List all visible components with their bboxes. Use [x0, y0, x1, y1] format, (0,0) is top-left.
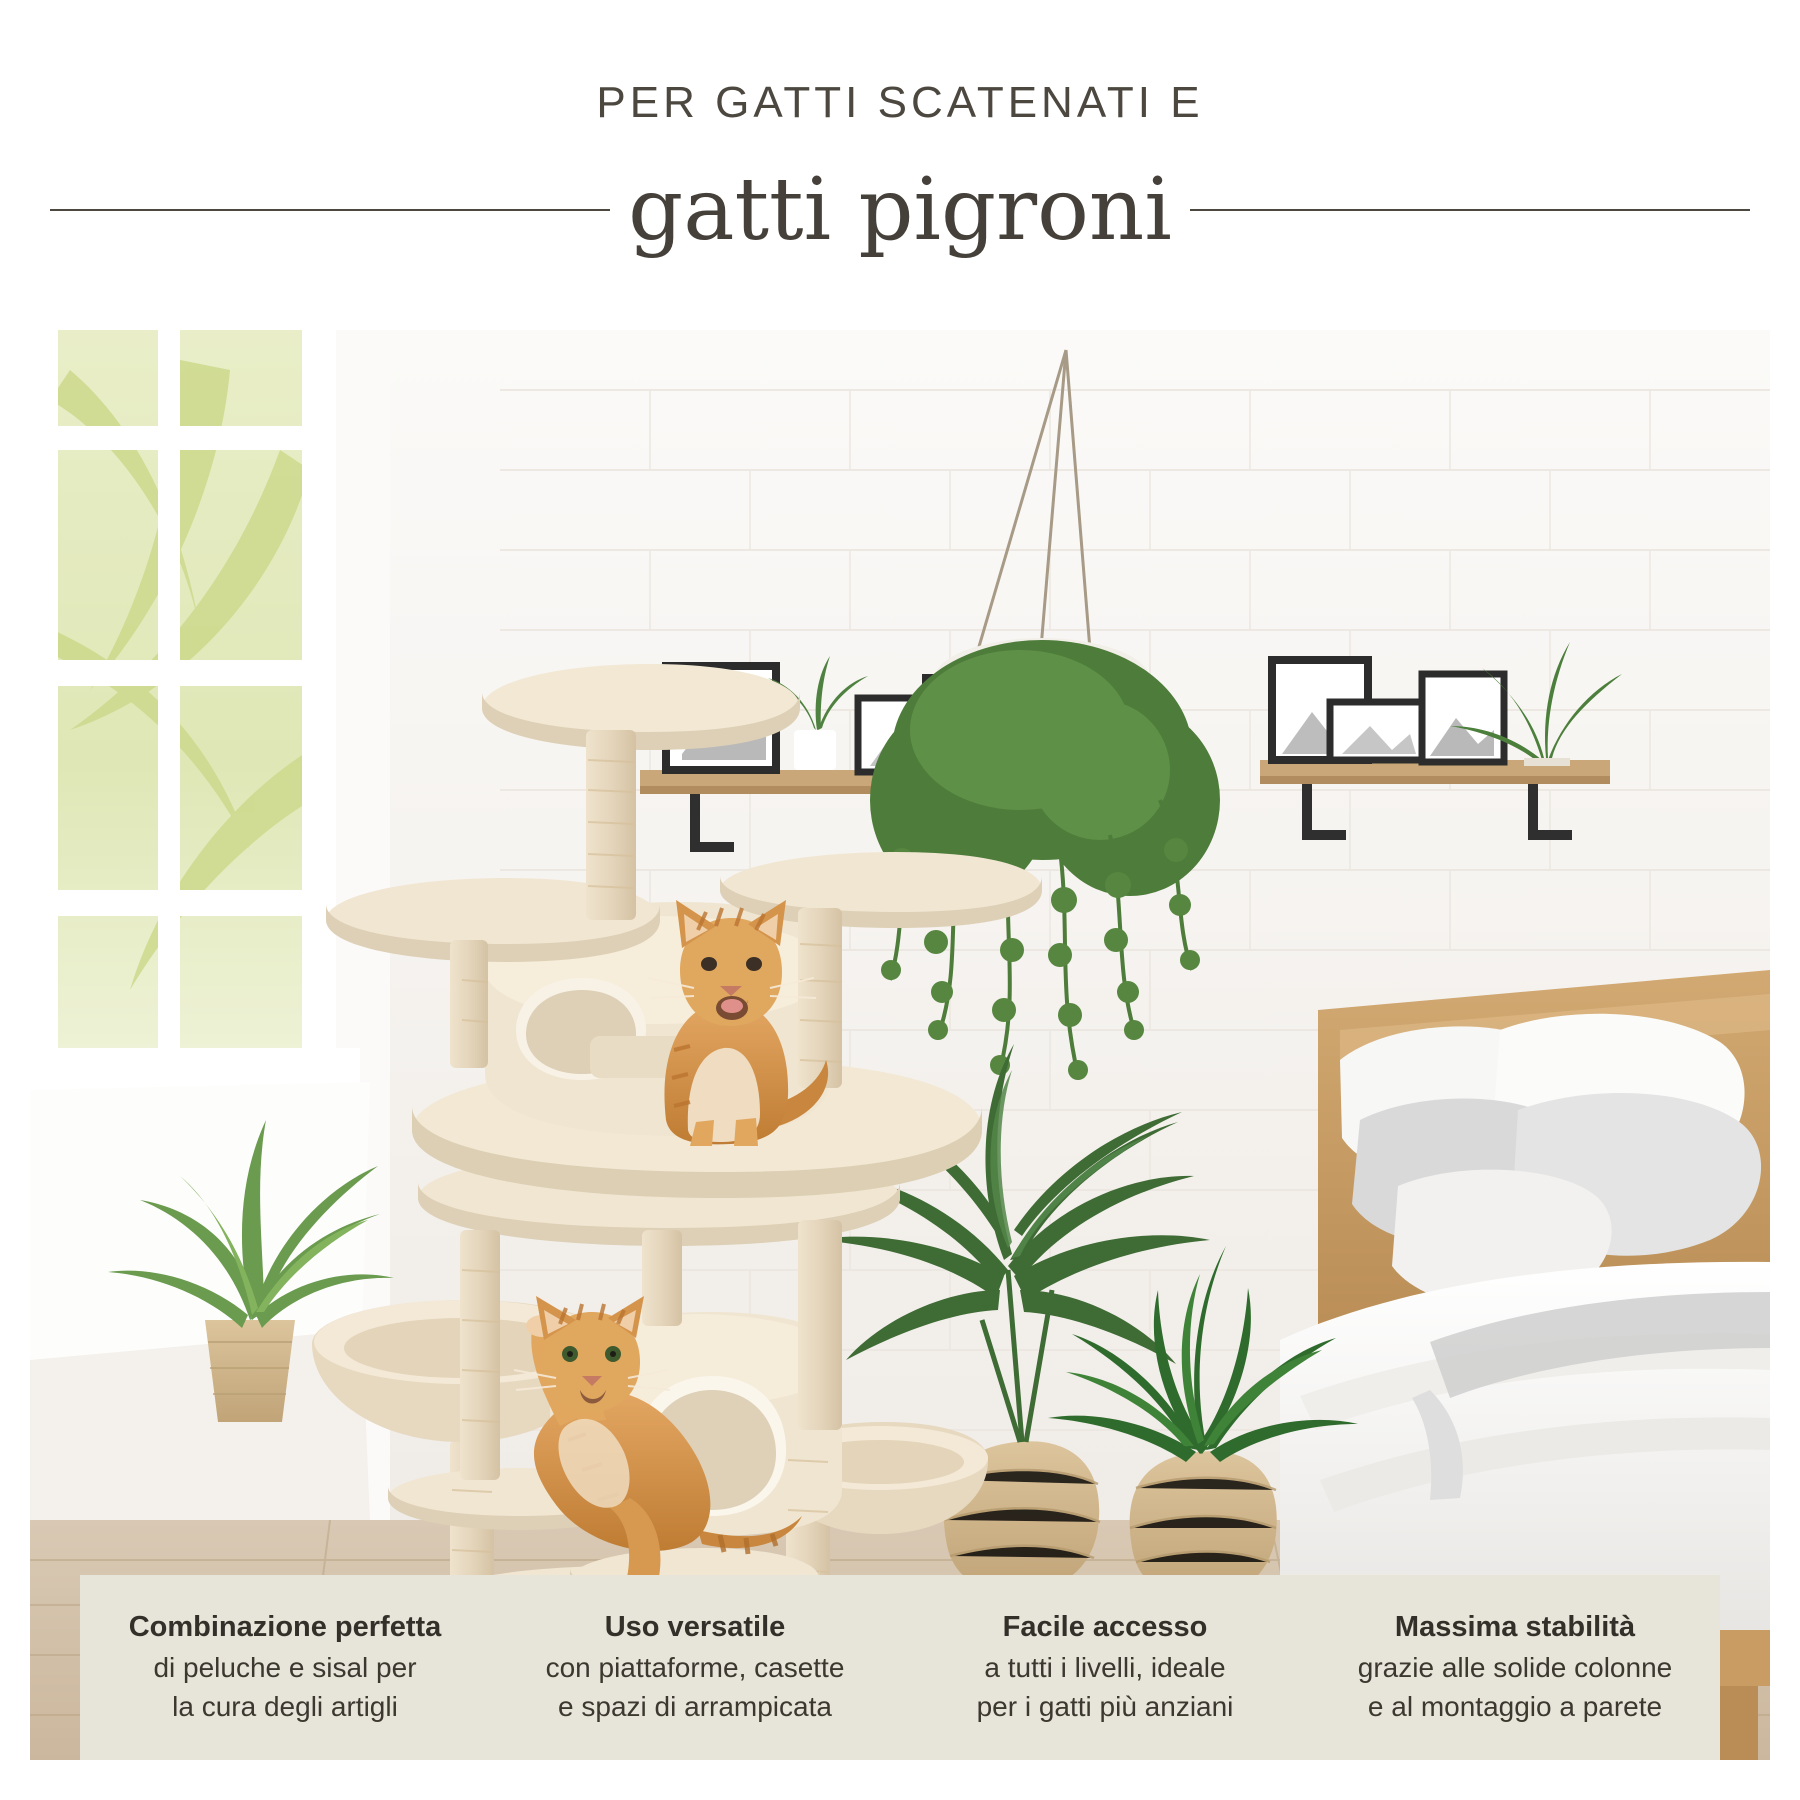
feature-line: e spazi di arrampicata	[558, 1691, 832, 1723]
divider-right	[1190, 209, 1750, 211]
page-kicker: PER GATTI SCATENATI E	[596, 78, 1204, 127]
product-lifestyle-photo	[30, 330, 1770, 1760]
feature-item	[490, 1608, 900, 1726]
feature-title: Facile accesso	[1002, 1611, 1208, 1644]
feature-item	[80, 1608, 490, 1726]
feature-line: grazie alle solide colonne	[1357, 1652, 1673, 1684]
feature-line: con piattaforme, casette	[545, 1652, 845, 1684]
feature-item	[900, 1608, 1310, 1726]
scene-illustration	[30, 330, 1770, 1760]
feature-line: di peluche e sisal per	[153, 1652, 417, 1684]
header	[0, 0, 1800, 330]
feature-title: Uso versatile	[604, 1611, 786, 1644]
feature-line: e al montaggio a parete	[1367, 1691, 1663, 1723]
page-title: gatti pigroni	[628, 160, 1172, 260]
feature-line: per i gatti più anziani	[976, 1691, 1234, 1723]
feature-title: Combinazione perfetta	[128, 1611, 442, 1644]
feature-title: Massima stabilità	[1394, 1611, 1636, 1644]
feature-line: a tutti i livelli, ideale	[984, 1652, 1226, 1684]
feature-bar	[80, 1575, 1720, 1760]
feature-line: la cura degli artigli	[172, 1691, 398, 1723]
divider-left	[50, 209, 610, 211]
feature-item	[1310, 1608, 1720, 1726]
headline-row	[0, 150, 1800, 270]
